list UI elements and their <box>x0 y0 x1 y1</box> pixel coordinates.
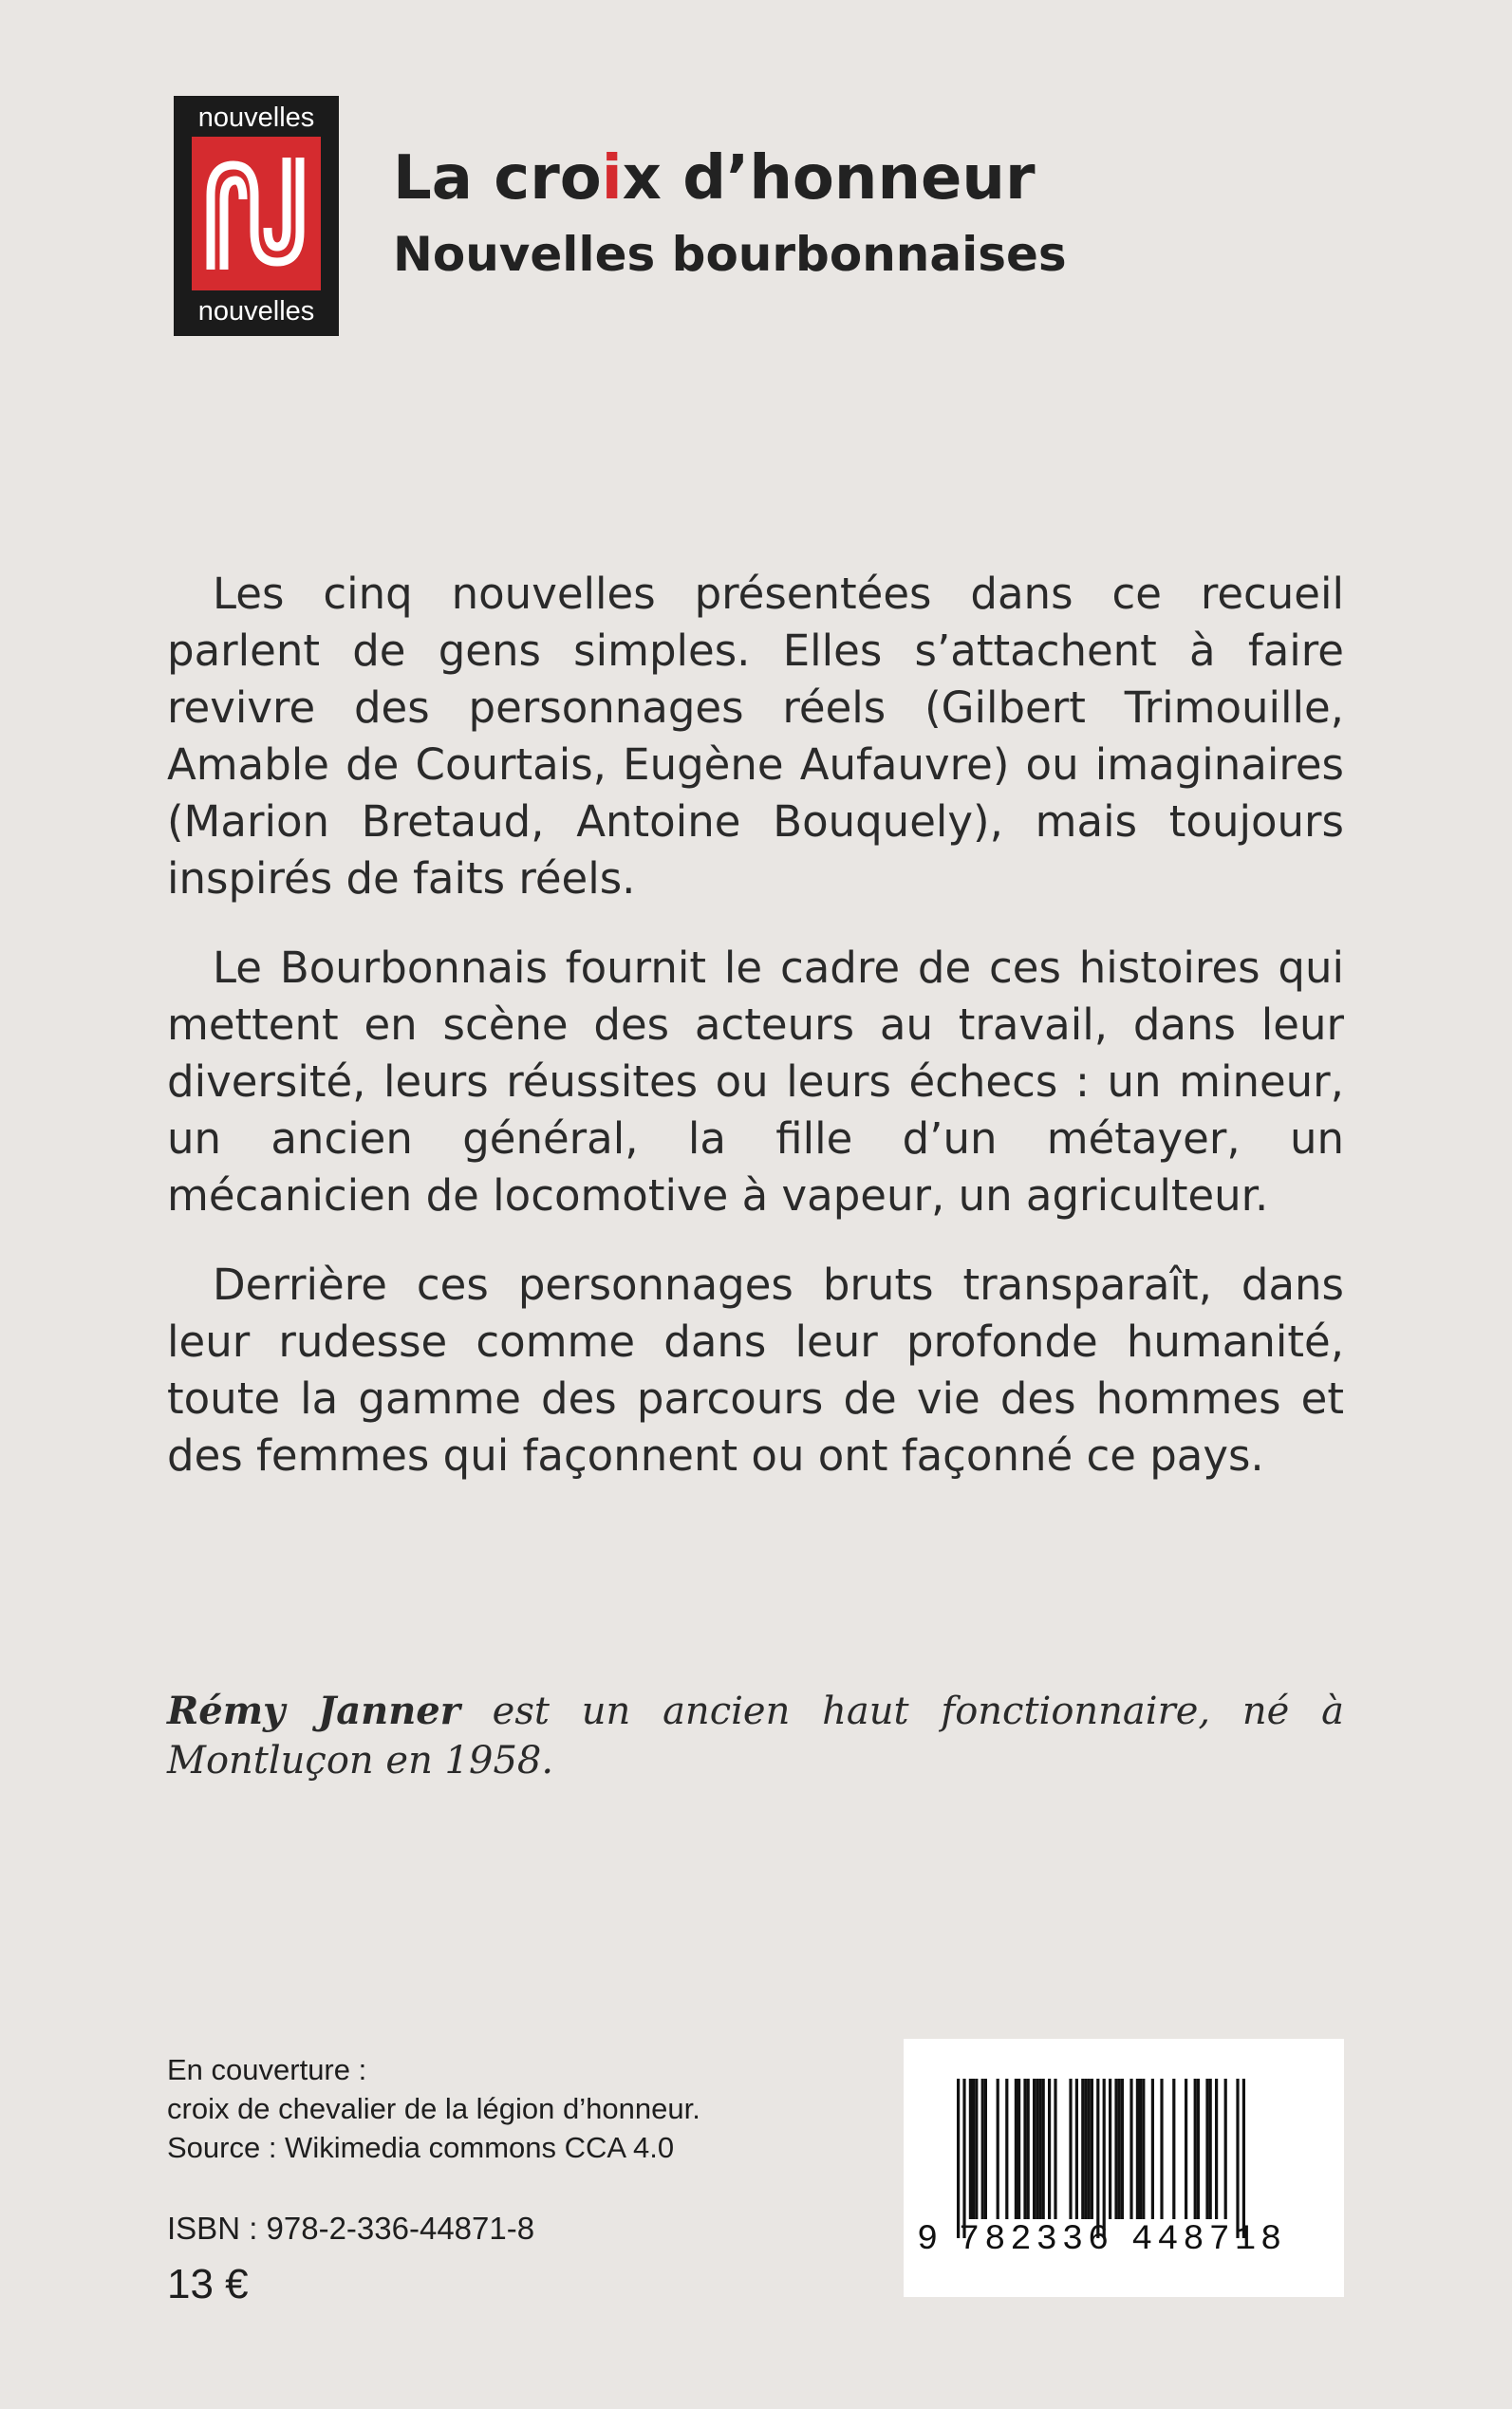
blurb-paragraph-2: Le Bourbonnais fournit le cadre de ces histoires qui mettent en scène des acteurs au travail, dans leur diversité, leurs réussites ou leurs échecs : un mineur, un ancien général, la fille d’un métayer, un mécanicien de locomotive à vapeur, un agriculteur. <box>167 943 1344 1221</box>
author-name: Rémy Janner <box>167 1689 460 1733</box>
logo-nu-mark <box>192 137 321 290</box>
barcode-bar <box>1054 2079 1056 2219</box>
barcode-bar <box>1121 2079 1124 2219</box>
barcode-bar <box>962 2079 965 2238</box>
barcode-bar <box>984 2079 987 2219</box>
price: 13 € <box>167 2261 249 2307</box>
book-subtitle: Nouvelles bourbonnaises <box>393 227 1067 282</box>
barcode-bar <box>1160 2079 1163 2219</box>
barcode-bar <box>1136 2079 1139 2219</box>
author-bio <box>167 1687 1344 1785</box>
barcode-first-digit: 9 <box>917 2220 939 2260</box>
barcode-bar <box>975 2079 978 2219</box>
barcode-bar <box>1205 2079 1208 2219</box>
barcode-bar <box>1114 2079 1117 2219</box>
back-cover-blurb <box>167 566 1344 1517</box>
barcode-bar <box>972 2079 975 2219</box>
barcode-bar <box>1172 2079 1175 2219</box>
logo-bottom-word: nouvelles <box>197 296 315 327</box>
barcode-bar <box>1023 2079 1026 2219</box>
barcode-bar <box>1017 2079 1020 2219</box>
barcode-bar <box>1236 2079 1239 2238</box>
barcode-bar <box>1096 2079 1099 2238</box>
barcode-bar <box>1118 2079 1121 2219</box>
barcode-bar <box>1005 2079 1008 2219</box>
barcode-bar <box>1224 2079 1227 2219</box>
book-title <box>393 140 1036 216</box>
barcode-right-group: 448718 <box>1131 2220 1287 2260</box>
credits-line-3: Source : Wikimedia commons CCA 4.0 <box>167 2131 675 2164</box>
barcode-bar <box>1075 2079 1078 2219</box>
credits-line-1: En couverture : <box>167 2053 367 2086</box>
barcode-bar <box>957 2079 960 2238</box>
author-bio-text: est un ancien haut fonctionnaire, né à Montluçon en 1958. <box>167 1690 1345 1783</box>
blurb-paragraph-1: Les cinq nouvelles présentées dans ce recueil parlent de gens simples. Elles s’attachent à faire revivre des personnages réels (Gilbert Trimouille, Amable de Courtais, Eugène Aufauvre) ou imaginaires (Marion Bretaud, Antoine Bouquely), mais toujours inspirés de faits réels. <box>167 569 1344 904</box>
title-part-2: x d’honneur <box>622 143 1036 214</box>
barcode-bar <box>1033 2079 1036 2219</box>
barcode-bar <box>1103 2079 1106 2238</box>
publisher-logo <box>174 96 339 336</box>
barcode-bar <box>969 2079 972 2219</box>
barcode-bar <box>981 2079 984 2219</box>
barcode-bar <box>1069 2079 1072 2219</box>
barcode-bar <box>1027 2079 1030 2219</box>
barcode-bar <box>1015 2079 1017 2219</box>
isbn: ISBN : 978-2-336-44871-8 <box>167 2211 535 2246</box>
barcode-bar <box>1197 2079 1200 2219</box>
barcode-bar <box>1139 2079 1142 2219</box>
logo-top-word: nouvelles <box>197 103 315 133</box>
barcode-bar <box>1151 2079 1154 2219</box>
barcode-bar <box>1088 2079 1091 2219</box>
credits-line-2: croix de chevalier de la légion d’honneur. <box>167 2092 700 2125</box>
barcode-bar <box>1129 2079 1132 2219</box>
barcode-digits <box>904 2219 1344 2261</box>
blurb-paragraph-3: Derrière ces personnages bruts transparaît, dans leur rudesse comme dans leur profonde humanité, toute la gamme des parcours de vie des hommes et des femmes qui façonnent ou ont façonné ce pays. <box>167 1260 1344 1481</box>
title-part-1: La cro <box>393 143 602 214</box>
nu-mark-icon <box>192 137 321 290</box>
barcode-bar <box>1109 2079 1111 2219</box>
barcode-left-group: 782336 <box>959 2220 1114 2260</box>
barcode-bar <box>1215 2079 1218 2219</box>
barcode-bar <box>997 2079 999 2219</box>
barcode-bar <box>1242 2079 1245 2238</box>
barcode-bar <box>1038 2079 1041 2219</box>
barcode-bar <box>1209 2079 1212 2219</box>
barcode-bar <box>1194 2079 1197 2219</box>
barcode-bar <box>1091 2079 1093 2219</box>
barcode-bar <box>1048 2079 1051 2219</box>
barcode-bar <box>1084 2079 1087 2219</box>
barcode-bar <box>1036 2079 1038 2219</box>
barcode-bar <box>1081 2079 1084 2219</box>
barcode-bar <box>1042 2079 1045 2219</box>
barcode-bar <box>1185 2079 1187 2219</box>
title-accent-letter: i <box>601 143 623 214</box>
barcode-bar <box>1142 2079 1145 2219</box>
barcode <box>904 2039 1344 2297</box>
cover-credits <box>167 2050 700 2167</box>
